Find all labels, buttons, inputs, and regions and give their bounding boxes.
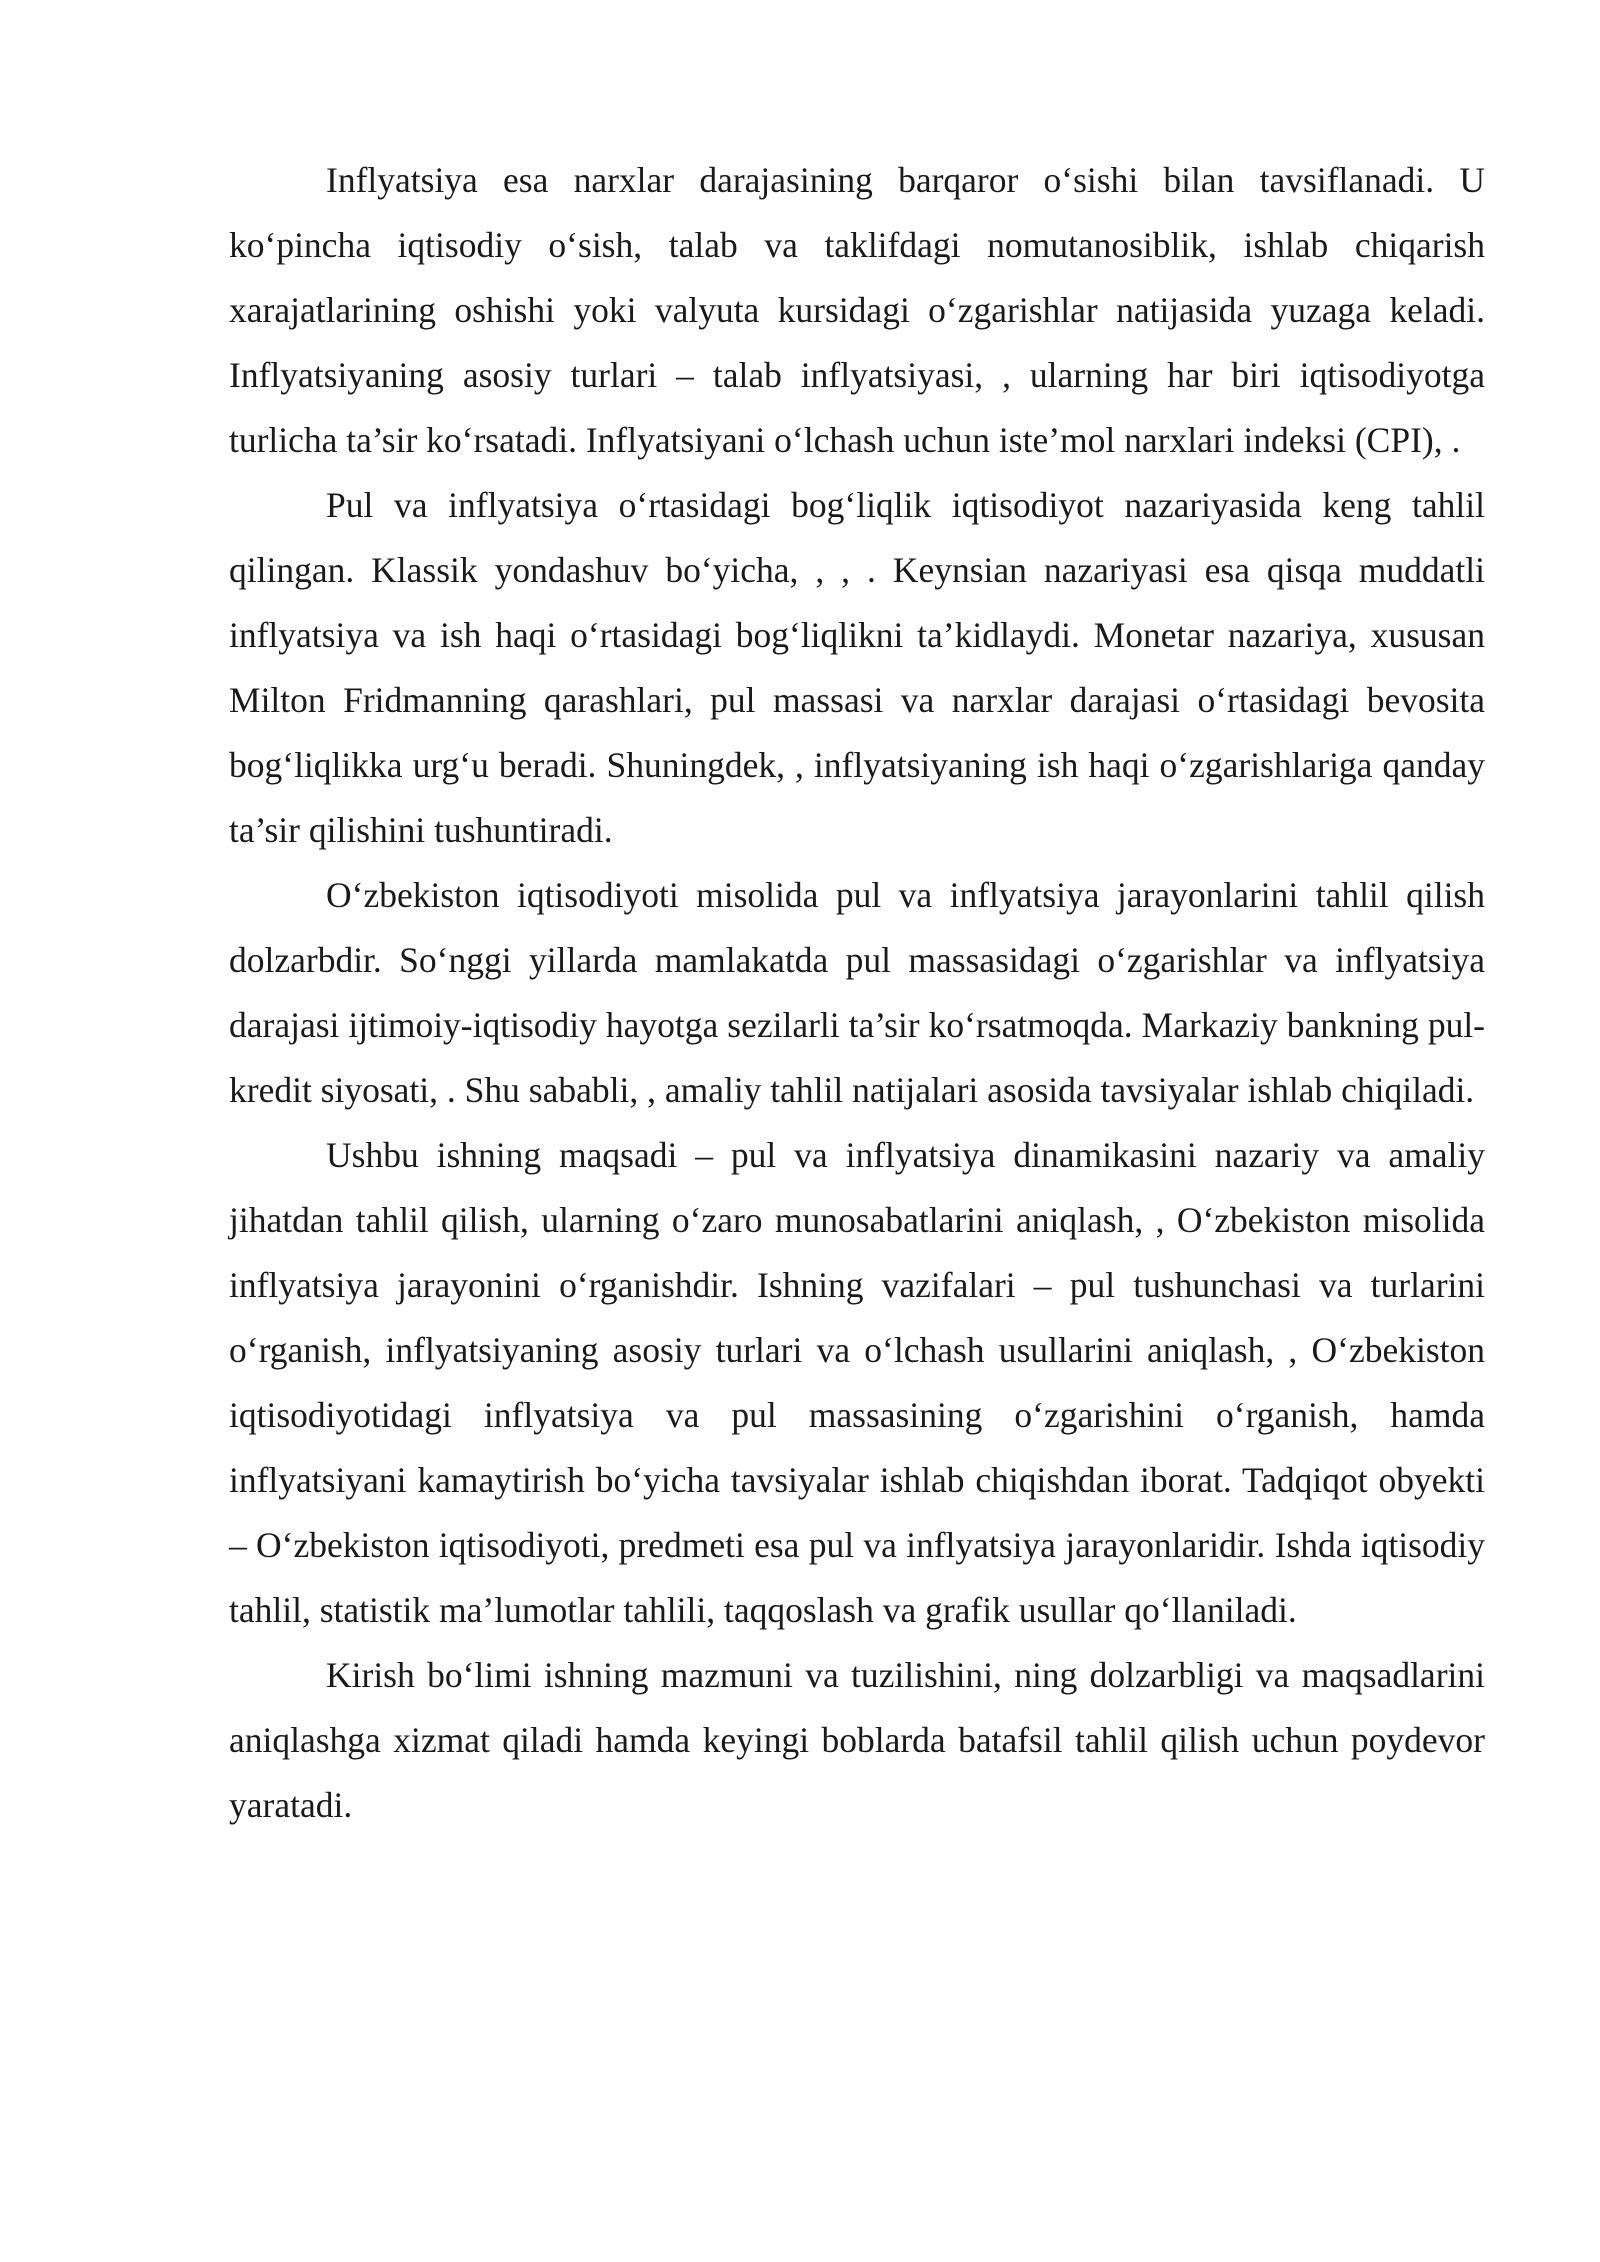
document-body	[229, 148, 1485, 1838]
paragraph-money-inflation-theory: Pul va inflyatsiya o‘rtasidagi bog‘liqlik iqtisodiyot nazariyasida keng tahlil qilingan. Klassik yondashuv bo‘yicha, , , . Keynsian nazariyasi esa qisqa muddatli inflyatsiya va ish haqi o‘rtasidagi bog‘liqlikni ta’kidlaydi. Monetar nazariya, xususan Milton Fridmanning qarashlari, pul massasi va narxlar darajasi o‘rtasidagi bevosita bog‘liqlikka urg‘u beradi. Shuningdek, , inflyatsiyaning ish haqi o‘zgarishlariga qanday ta’sir qilishini tushuntiradi.	[229, 485, 1485, 850]
paragraph-inflation-definition: Inflyatsiya esa narxlar darajasining barqaror o‘sishi bilan tavsiflanadi. U ko‘pincha iqtisodiy o‘sish, talab va taklifdagi nomutanosiblik, ishlab chiqarish xarajatlarining oshishi yoki valyuta kursidagi o‘zgarishlar natijasida yuzaga keladi. Inflyatsiyaning asosiy turlari – talab inflyatsiyasi, , ularning har biri iqtisodiyotga turlicha ta’sir ko‘rsatadi. Inflyatsiyani o‘lchash uchun iste’mol narxlari indeksi (CPI), .	[229, 160, 1485, 460]
paragraph-aims-and-tasks: Ushbu ishning maqsadi – pul va inflyatsiya dinamikasini nazariy va amaliy jihatdan tahlil qilish, ularning o‘zaro munosabatlarini aniqlash, , O‘zbekiston misolida inflyatsiya jarayonini o‘rganishdir. Ishning vazifalari – pul tushunchasi va turlarini o‘rganish, inflyatsiyaning asosiy turlari va o‘lchash usullarini aniqlash, , O‘zbekiston iqtisodiyotidagi inflyatsiya va pul massasining o‘zgarishini o‘rganish, hamda inflyatsiyani kamaytirish bo‘yicha tavsiyalar ishlab chiqishdan iborat. Tadqiqot obyekti – O‘zbekiston iqtisodiyoti, predmeti esa pul va inflyatsiya jarayonlaridir. Ishda iqtisodiy tahlil, statistik ma’lumotlar tahlili, taqqoslash va grafik usullar qo‘llaniladi.	[229, 1135, 1485, 1630]
paragraph-uzbekistan-relevance: O‘zbekiston iqtisodiyoti misolida pul va inflyatsiya jarayonlarini tahlil qilish dolzarbdir. So‘nggi yillarda mamlakatda pul massasidagi o‘zgarishlar va inflyatsiya darajasi ijtimoiy-iqtisodiy hayotga sezilarli ta’sir ko‘rsatmoqda. Markaziy bankning pul-kredit siyosati, . Shu sababli, , amaliy tahlil natijalari asosida tavsiyalar ishlab chiqiladi.	[229, 875, 1485, 1110]
paragraph-introduction-summary: Kirish bo‘limi ishning mazmuni va tuzilishini, ning dolzarbligi va maqsadlarini aniqlashga xizmat qiladi hamda keyingi boblarda batafsil tahlil qilish uchun poydevor yaratadi.	[229, 1655, 1485, 1825]
